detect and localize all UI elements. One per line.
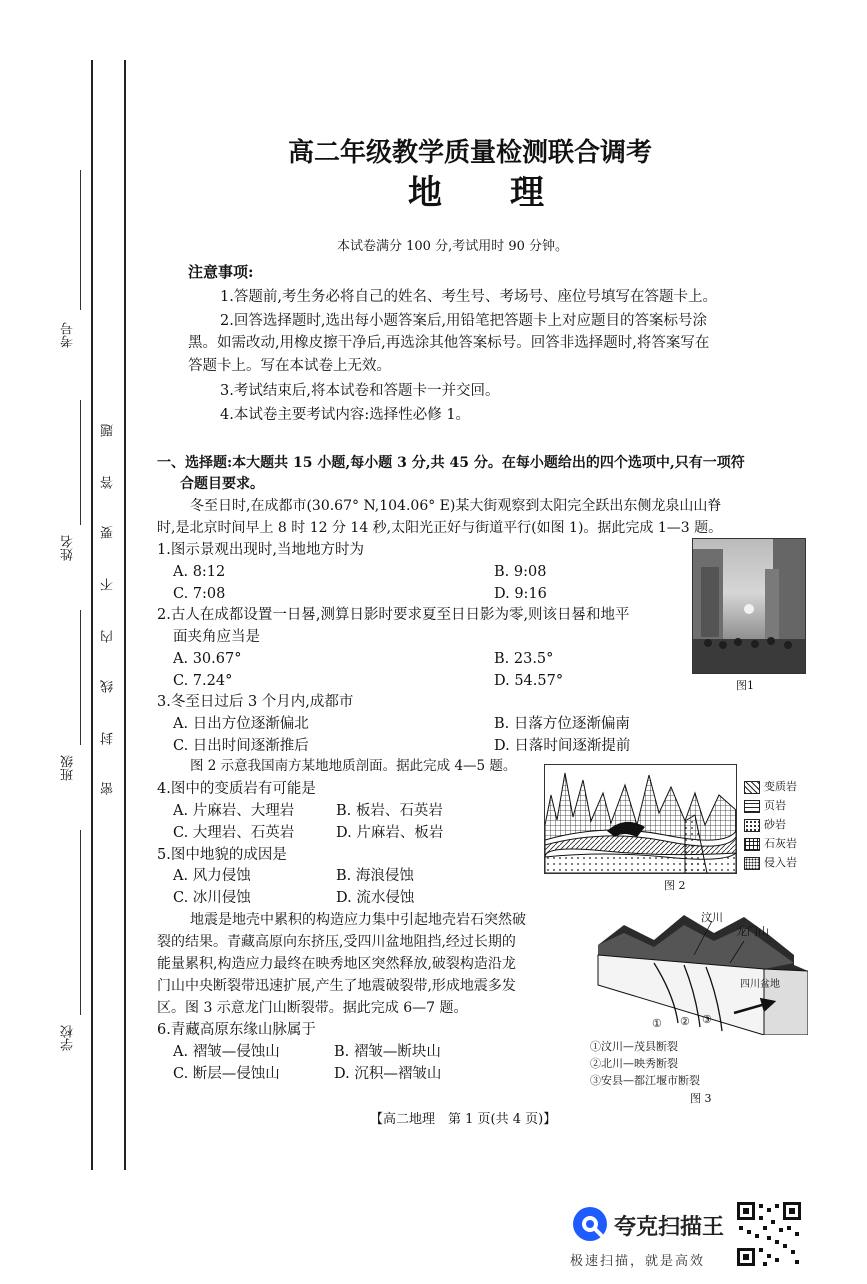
q6-option-a[interactable]: A. 褶皱—侵蚀山 xyxy=(173,1044,280,1060)
intro-3-line: 地震是地壳中累积的构造应力集中引起地壳岩石突然破 xyxy=(190,912,526,928)
exam-no-field[interactable] xyxy=(80,170,81,310)
q2-option-b[interactable]: B. 23.5° xyxy=(494,651,554,667)
seal-char: 内 xyxy=(101,630,116,643)
figure-1-caption: 图1 xyxy=(736,679,754,692)
subject-title: 地 理 xyxy=(408,173,544,213)
figure-1-photo xyxy=(692,538,806,674)
intro-3-line: 门山中央断裂带迅速扩展,产生了地震破裂带,形成地震多发 xyxy=(157,978,516,994)
q5-option-a[interactable]: A. 风力侵蚀 xyxy=(173,868,251,884)
label-fault-2: ② xyxy=(680,1015,690,1028)
binding-line-inner xyxy=(124,60,126,1170)
q1-stem: 1.图示景观出现时,当地地方时为 xyxy=(157,542,364,558)
q6-option-d[interactable]: D. 沉积—褶皱山 xyxy=(334,1066,442,1082)
legend-item: 页岩 xyxy=(744,797,786,811)
q5-stem: 5.图中地貌的成因是 xyxy=(157,847,287,863)
seal-char: 线 xyxy=(101,680,116,693)
q1-option-b[interactable]: B. 9:08 xyxy=(494,564,547,580)
seal-char: 密 xyxy=(101,782,116,795)
note-line: 答题卡上。写在本试卷上无效。 xyxy=(188,358,391,374)
school-field[interactable] xyxy=(80,830,81,1015)
figure-3-diagram xyxy=(594,905,808,1035)
intro-1-cont: 时,是北京时间早上 8 时 12 分 14 秒,太阳光正好与街道平行(如图 1)。据此完成 1—3 题。 xyxy=(157,520,723,536)
figure-2-legend xyxy=(744,778,814,868)
q6-stem: 6.青藏高原东缘山脉属于 xyxy=(157,1022,316,1038)
scanner-watermark xyxy=(570,1200,740,1270)
legend-item: 侵入岩 xyxy=(744,854,797,868)
geologic-section-svg xyxy=(545,765,736,873)
note-line: 3.考试结束后,将本试卷和答题卡一并交回。 xyxy=(220,383,500,399)
q6-option-c[interactable]: C. 断层—侵蚀山 xyxy=(173,1066,280,1082)
exam-no-label: 考号 xyxy=(61,322,76,348)
section-heading: 一、选择题:本大题共 15 小题,每小题 3 分,共 45 分。在每小题给出的四个选项中,只有一项符 xyxy=(157,455,745,471)
q5-option-b[interactable]: B. 海浪侵蚀 xyxy=(336,868,414,884)
q3-option-a[interactable]: A. 日出方位逐渐偏北 xyxy=(173,716,309,732)
binding-line-outer xyxy=(91,60,93,1170)
figure-3-caption: 图 3 xyxy=(690,1092,712,1105)
q3-stem: 3.冬至日过后 3 个月内,成都市 xyxy=(157,694,354,710)
class-field[interactable] xyxy=(80,610,81,745)
figure-3-legend xyxy=(590,1038,720,1088)
street-scene-image xyxy=(693,539,805,673)
legend-item: ①汶川—茂县断裂 xyxy=(590,1040,678,1053)
legend-item: 石灰岩 xyxy=(744,835,797,849)
section-heading-cont: 合题目要求。 xyxy=(180,476,264,492)
legend-item: 变质岩 xyxy=(744,778,797,792)
note-line: 4.本试卷主要考试内容:选择性必修 1。 xyxy=(220,407,471,423)
q1-option-a[interactable]: A. 8:12 xyxy=(173,564,226,580)
exam-title: 高二年级教学质量检测联合调考 xyxy=(288,138,653,168)
q1-option-d[interactable]: D. 9:16 xyxy=(494,586,547,602)
qr-code[interactable] xyxy=(735,1200,803,1268)
legend-item: 砂岩 xyxy=(744,816,786,830)
intro-3-line: 裂的结果。青藏高原向东挤压,受四川盆地阻挡,经过长期的 xyxy=(157,934,516,950)
q2-stem-cont: 面夹角应当是 xyxy=(173,629,260,645)
seal-char: 不 xyxy=(101,578,116,591)
label-fault-1: ① xyxy=(652,1017,662,1030)
score-note: 本试卷满分 100 分,考试用时 90 分钟。 xyxy=(337,239,569,254)
q3-option-b[interactable]: B. 日落方位逐渐偏南 xyxy=(494,716,630,732)
q4-option-c[interactable]: C. 大理岩、石英岩 xyxy=(173,825,295,841)
label-fault-3: ③ xyxy=(702,1013,712,1026)
note-line: 黑。如需改动,用橡皮擦干净后,再选涂其他答案标号。回答非选择题时,将答案写在 xyxy=(188,335,710,351)
logo-slogan: 极速扫描，就是高效 xyxy=(570,1254,706,1269)
legend-item: ③安县—都江堰市断裂 xyxy=(590,1074,700,1087)
q4-option-d[interactable]: D. 片麻岩、板岩 xyxy=(336,825,444,841)
page-footer: 【高二地理 第 1 页(共 4 页)】 xyxy=(370,1112,557,1127)
name-field[interactable] xyxy=(80,400,81,525)
label-longmenshan: 龙门山 xyxy=(736,925,769,938)
q4-option-a[interactable]: A. 片麻岩、大理岩 xyxy=(173,803,295,819)
q4-option-b[interactable]: B. 板岩、石英岩 xyxy=(336,803,443,819)
intro-2: 图 2 示意我国南方某地地质剖面。据此完成 4—5 题。 xyxy=(190,758,517,774)
label-sichuan-basin: 四川盆地 xyxy=(740,979,780,990)
name-label: 姓名 xyxy=(61,535,76,561)
q3-option-c[interactable]: C. 日出时间逐渐推后 xyxy=(173,738,309,754)
q2-option-c[interactable]: C. 7.24° xyxy=(173,673,233,689)
notes-heading: 注意事项: xyxy=(188,263,254,281)
q5-option-c[interactable]: C. 冰川侵蚀 xyxy=(173,890,251,906)
seal-char: 要 xyxy=(101,526,116,539)
logo-name: 夸克扫描王 xyxy=(614,1215,725,1240)
qr-code-image xyxy=(735,1200,803,1268)
seal-char: 题 xyxy=(101,424,116,437)
q3-option-d[interactable]: D. 日落时间逐渐提前 xyxy=(494,738,631,754)
note-line: 1.答题前,考生务必将自己的姓名、考生号、考场号、座位号填写在答题卡上。 xyxy=(220,289,717,305)
q5-option-d[interactable]: D. 流水侵蚀 xyxy=(336,890,415,906)
q2-option-d[interactable]: D. 54.57° xyxy=(494,673,564,689)
label-wenchuan: 汶川 xyxy=(701,911,723,924)
intro-3-line: 能量累积,构造应力最终在映秀地区突然释放,破裂构造沿龙 xyxy=(157,956,516,972)
q4-stem: 4.图中的变质岩有可能是 xyxy=(157,781,316,797)
q2-option-a[interactable]: A. 30.67° xyxy=(173,651,242,667)
seal-char: 答 xyxy=(101,476,116,489)
school-label: 学校 xyxy=(61,1025,76,1051)
figure-2-diagram xyxy=(544,764,737,874)
figure-2-caption: 图 2 xyxy=(664,879,686,892)
q1-option-c[interactable]: C. 7:08 xyxy=(173,586,226,602)
intro-3-line: 区。图 3 示意龙门山断裂带。据此完成 6—7 题。 xyxy=(157,1000,468,1016)
note-line: 2.回答选择题时,选出每小题答案后,用铅笔把答题卡上对应题目的答案标号涂 xyxy=(220,313,708,329)
seal-char: 封 xyxy=(101,732,116,745)
legend-item: ②北川—映秀断裂 xyxy=(590,1057,678,1070)
q2-stem: 2.古人在成都设置一日晷,测算日影时要求夏至日日影为零,则该日晷和地平 xyxy=(157,607,630,623)
intro-1: 冬至日时,在成都市(30.67° N,104.06° E)某大街观察到太阳完全跃出东侧龙泉山山脊 xyxy=(190,498,722,514)
quark-logo-icon xyxy=(570,1204,610,1244)
class-label: 班级 xyxy=(61,755,76,781)
q6-option-b[interactable]: B. 褶皱—断块山 xyxy=(334,1044,441,1060)
